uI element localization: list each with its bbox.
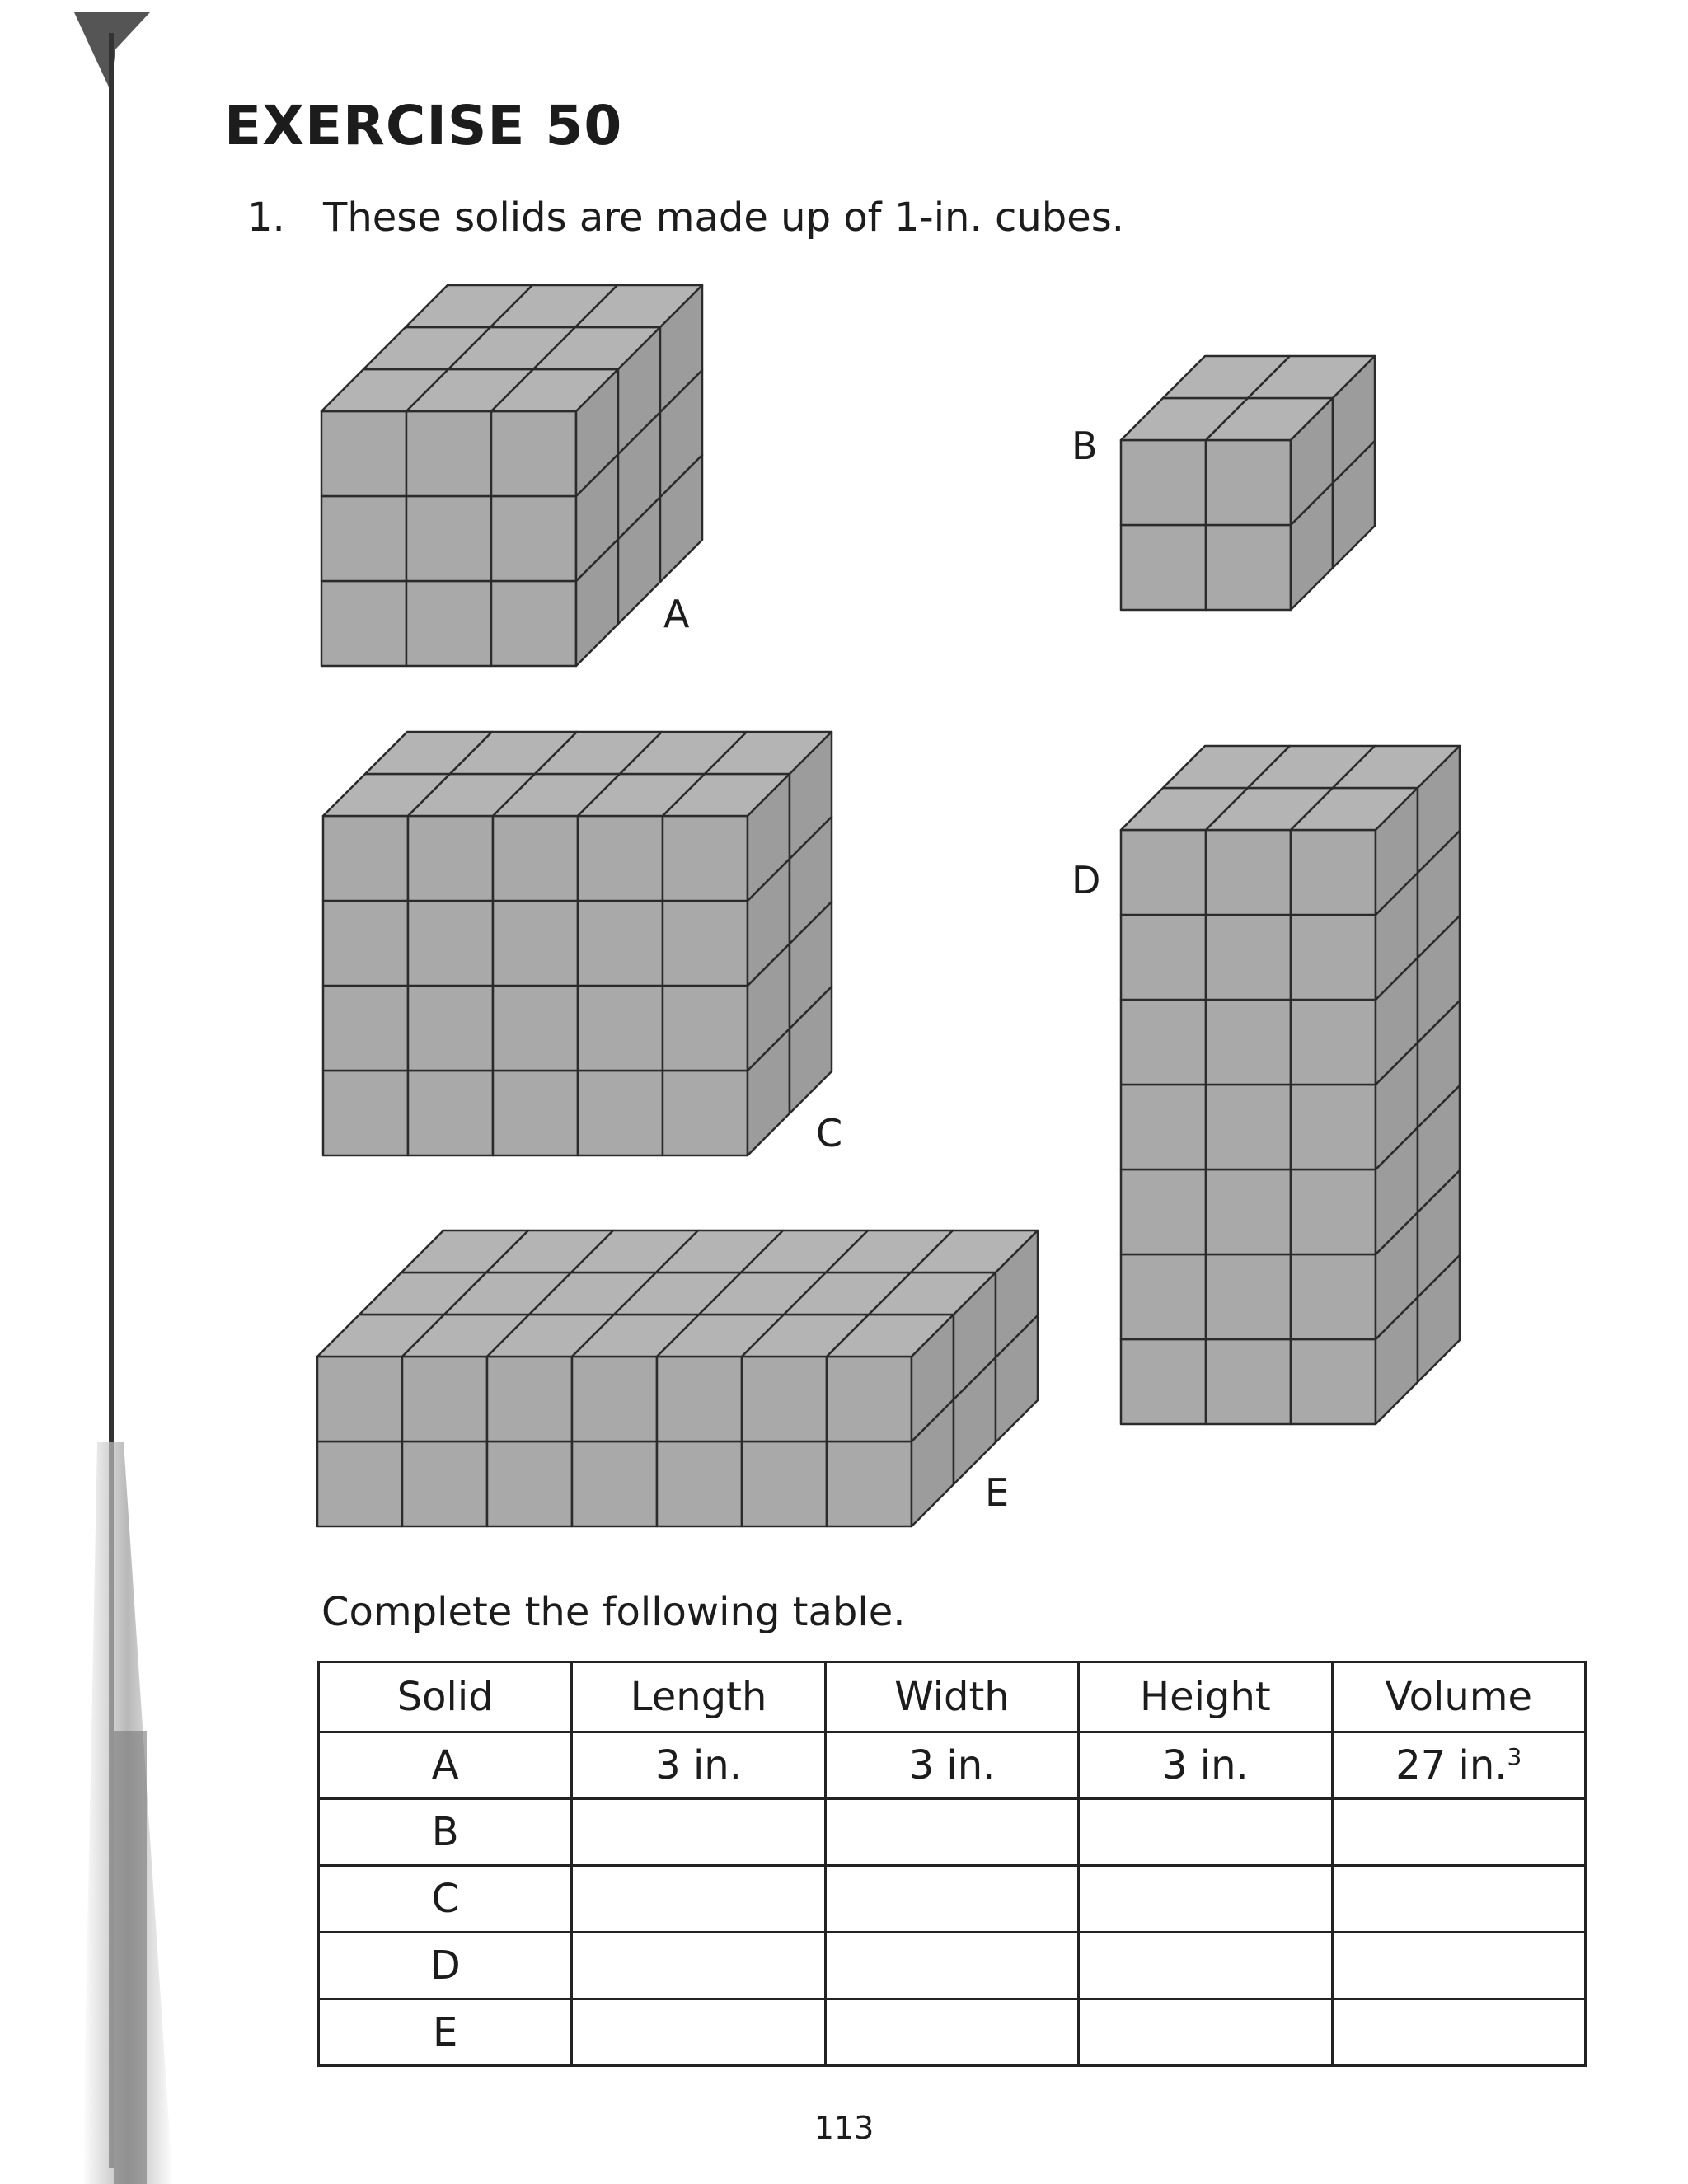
cube-front-d [1121, 1339, 1206, 1424]
cube-front-e [317, 1441, 402, 1526]
cube-front-d [1291, 915, 1376, 1000]
cube-front-c [323, 816, 408, 901]
table-row [319, 1732, 1586, 1799]
cube-front-d [1121, 830, 1206, 915]
cube-front-a [406, 411, 491, 496]
cube-front-d [1206, 1169, 1291, 1254]
solid-label-d: D [1071, 858, 1101, 902]
solid-label-e: E [985, 1470, 1010, 1515]
header-length: Length [572, 1662, 825, 1732]
volume-table [317, 1661, 1587, 2067]
header-width: Width [825, 1662, 1078, 1732]
cell-solid: C [319, 1866, 572, 1933]
table-instruction: Complete the following table. [321, 1589, 906, 1635]
cube-front-d [1291, 1169, 1376, 1254]
cube-front-c [408, 1071, 493, 1155]
cube-front-d [1291, 1085, 1376, 1169]
cube-front-d [1206, 1254, 1291, 1339]
cell-volume[interactable] [1332, 1866, 1585, 1933]
cube-front-d [1121, 1085, 1206, 1169]
cube-front-e [657, 1441, 742, 1526]
cube-front-c [493, 901, 578, 986]
cube-front-c [493, 816, 578, 901]
cube-front-e [402, 1357, 487, 1441]
cell-length[interactable] [572, 1866, 825, 1933]
cube-front-c [578, 901, 663, 986]
cube-front-d [1291, 1254, 1376, 1339]
cube-front-c [663, 816, 748, 901]
cube-front-e [827, 1357, 912, 1441]
cube-front-e [742, 1357, 827, 1441]
header-solid: Solid [319, 1662, 572, 1732]
cube-front-e [572, 1441, 657, 1526]
cell-volume[interactable] [1332, 1732, 1585, 1799]
table-row [319, 1999, 1586, 2066]
cell-width[interactable] [825, 1999, 1078, 2066]
cube-front-d [1121, 1169, 1206, 1254]
cube-front-d [1291, 1339, 1376, 1424]
question-number: 1. [247, 194, 285, 241]
cube-front-a [321, 411, 406, 496]
cube-front-a [491, 581, 576, 666]
cube-front-d [1291, 1000, 1376, 1085]
cube-front-c [408, 986, 493, 1071]
table-header-row [319, 1662, 1586, 1732]
question-text: These solids are made up of 1-in. cubes. [323, 194, 1125, 241]
cell-length[interactable] [572, 1799, 825, 1866]
cube-front-a [321, 496, 406, 581]
cell-length[interactable]: 3 in. [572, 1732, 825, 1799]
cube-front-e [827, 1441, 912, 1526]
cube-front-e [317, 1357, 402, 1441]
cube-front-c [323, 1071, 408, 1155]
cell-height[interactable]: 3 in. [1079, 1732, 1332, 1799]
cube-front-c [663, 986, 748, 1071]
cube-front-c [323, 901, 408, 986]
cube-front-b [1206, 440, 1291, 525]
cube-front-b [1206, 525, 1291, 610]
cell-volume[interactable] [1332, 1999, 1585, 2066]
cube-front-a [406, 496, 491, 581]
cube-front-d [1121, 1000, 1206, 1085]
cell-length[interactable] [572, 1999, 825, 2066]
cell-height[interactable] [1079, 1933, 1332, 1999]
cell-height[interactable] [1079, 1999, 1332, 2066]
cube-front-e [572, 1357, 657, 1441]
cube-front-e [402, 1441, 487, 1526]
exercise-title: EXERCISE 50 [224, 94, 623, 157]
cell-height[interactable] [1079, 1866, 1332, 1933]
table-row [319, 1866, 1586, 1933]
cube-front-b [1121, 440, 1206, 525]
cube-front-c [663, 1071, 748, 1155]
cube-front-d [1206, 830, 1291, 915]
solid-label-b: B [1071, 424, 1098, 468]
cube-front-a [491, 411, 576, 496]
cube-front-c [578, 1071, 663, 1155]
cube-front-d [1206, 1085, 1291, 1169]
cube-front-d [1291, 830, 1376, 915]
cell-solid: E [319, 1999, 572, 2066]
cube-front-d [1206, 1339, 1291, 1424]
cell-solid: D [319, 1933, 572, 1999]
cube-front-a [406, 581, 491, 666]
cube-front-c [578, 816, 663, 901]
cell-solid: A [319, 1732, 572, 1799]
table-row [319, 1799, 1586, 1866]
solid-label-a: A [663, 592, 690, 636]
cell-length[interactable] [572, 1933, 825, 1999]
cube-front-c [493, 1071, 578, 1155]
cell-solid: B [319, 1799, 572, 1866]
cube-front-a [321, 581, 406, 666]
cube-front-e [742, 1441, 827, 1526]
solid-label-c: C [816, 1111, 843, 1155]
cube-front-e [487, 1441, 572, 1526]
cube-front-d [1206, 1000, 1291, 1085]
cube-front-e [487, 1357, 572, 1441]
cube-front-c [408, 901, 493, 986]
cube-front-d [1121, 915, 1206, 1000]
cube-front-d [1121, 1254, 1206, 1339]
cube-front-c [323, 986, 408, 1071]
cell-height[interactable] [1079, 1799, 1332, 1866]
cube-front-a [491, 496, 576, 581]
volume-exponent: 3 [1507, 1743, 1522, 1770]
volume-value: 27 in. [1395, 1742, 1507, 1788]
table-row [319, 1933, 1586, 1999]
cell-width[interactable] [825, 1933, 1078, 1999]
cell-width[interactable] [825, 1866, 1078, 1933]
cube-front-e [657, 1357, 742, 1441]
cube-front-d [1206, 915, 1291, 1000]
cube-front-c [408, 816, 493, 901]
cube-front-c [493, 986, 578, 1071]
cube-front-b [1121, 525, 1206, 610]
header-volume: Volume [1332, 1662, 1585, 1732]
page-number: 113 [814, 2110, 874, 2146]
cube-front-c [663, 901, 748, 986]
cell-width[interactable]: 3 in. [825, 1732, 1078, 1799]
cell-width[interactable] [825, 1799, 1078, 1866]
cube-front-c [578, 986, 663, 1071]
header-height: Height [1079, 1662, 1332, 1732]
cell-volume[interactable] [1332, 1933, 1585, 1999]
cell-volume[interactable] [1332, 1799, 1585, 1866]
